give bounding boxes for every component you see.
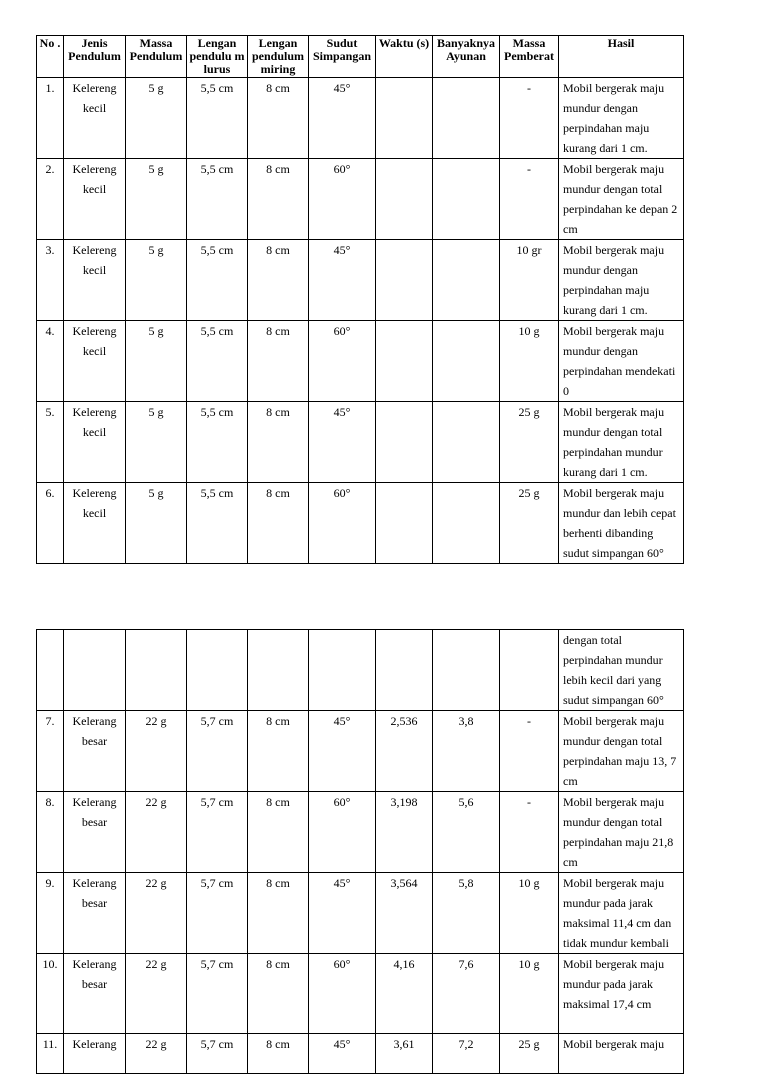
table-row (37, 240, 684, 321)
data-table-page-1 (36, 35, 684, 564)
cell-hasil: Mobil bergerak maju mundur dengan perpindahan maju kurang dari 1 cm. (559, 78, 684, 159)
cell-massa (126, 630, 187, 711)
cell-miring: 8 cm (248, 402, 309, 483)
cell-hasil: Mobil bergerak maju mundur dengan perpindahan mendekati 0 (559, 321, 684, 402)
cell-massa: 22 g (126, 792, 187, 873)
cell-miring: 8 cm (248, 873, 309, 954)
cell-no: 3. (37, 240, 64, 321)
cell-hasil: Mobil bergerak maju mundur dengan total perpindahan mundur kurang dari 1 cm. (559, 402, 684, 483)
cell-miring: 8 cm (248, 792, 309, 873)
cell-hasil-continuation: dengan total perpindahan mundur lebih kecil dari yang sudut simpangan 60° (559, 630, 684, 711)
cell-miring: 8 cm (248, 240, 309, 321)
cell-lurus: 5,7 cm (187, 792, 248, 873)
cell-sudut: 45° (309, 711, 376, 792)
cell-waktu: 4,16 (376, 954, 433, 1034)
cell-waktu (376, 159, 433, 240)
cell-no (37, 630, 64, 711)
cell-waktu (376, 321, 433, 402)
cell-miring: 8 cm (248, 321, 309, 402)
cell-sudut: 45° (309, 402, 376, 483)
header-lengan-lurus: Lengan pendulu m lurus (187, 36, 248, 78)
cell-jenis: Kelereng kecil (64, 159, 126, 240)
cell-miring: 8 cm (248, 1034, 309, 1074)
header-hasil: Hasil (559, 36, 684, 78)
cell-lurus: 5,5 cm (187, 321, 248, 402)
cell-no: 7. (37, 711, 64, 792)
cell-hasil: Mobil bergerak maju mundur pada jarak maksimal 11,4 cm dan tidak mundur kembali (559, 873, 684, 954)
table-row (37, 78, 684, 159)
cell-lurus: 5,7 cm (187, 954, 248, 1034)
cell-miring: 8 cm (248, 159, 309, 240)
cell-miring: 8 cm (248, 954, 309, 1034)
cell-sudut: 60° (309, 321, 376, 402)
cell-no: 1. (37, 78, 64, 159)
cell-hasil: Mobil bergerak maju mundur dengan perpindahan maju kurang dari 1 cm. (559, 240, 684, 321)
cell-sudut: 60° (309, 159, 376, 240)
cell-sudut: 60° (309, 954, 376, 1034)
cell-jenis: Kelerang besar (64, 711, 126, 792)
header-jenis-pendulum: Jenis Pendulum (64, 36, 126, 78)
cell-waktu (376, 402, 433, 483)
header-massa-pendulum: Massa Pendulum (126, 36, 187, 78)
cell-sudut: 45° (309, 873, 376, 954)
cell-ayunan: 5,8 (433, 873, 500, 954)
cell-jenis: Kelerang besar (64, 873, 126, 954)
cell-hasil: Mobil bergerak maju mundur dan lebih cepat berhenti dibanding sudut simpangan 60° (559, 483, 684, 564)
header-massa-pemberat: Massa Pemberat (500, 36, 559, 78)
cell-jenis: Kelereng kecil (64, 78, 126, 159)
cell-massa: 22 g (126, 711, 187, 792)
cell-pemberat: - (500, 78, 559, 159)
table-row (37, 321, 684, 402)
cell-no: 2. (37, 159, 64, 240)
cell-massa: 22 g (126, 1034, 187, 1074)
cell-massa: 5 g (126, 321, 187, 402)
cell-waktu: 2,536 (376, 711, 433, 792)
cell-lurus: 5,5 cm (187, 402, 248, 483)
cell-ayunan (433, 321, 500, 402)
cell-no: 9. (37, 873, 64, 954)
cell-lurus: 5,7 cm (187, 711, 248, 792)
cell-no: 10. (37, 954, 64, 1034)
cell-pemberat: - (500, 792, 559, 873)
cell-sudut: 60° (309, 483, 376, 564)
cell-pemberat: 10 gr (500, 240, 559, 321)
cell-pemberat: 10 g (500, 873, 559, 954)
cell-miring: 8 cm (248, 78, 309, 159)
header-lengan-miring: Lengan pendulum miring (248, 36, 309, 78)
cell-massa: 22 g (126, 873, 187, 954)
cell-massa: 5 g (126, 159, 187, 240)
cell-hasil: Mobil bergerak maju mundur dengan total perpindahan maju 21,8 cm (559, 792, 684, 873)
table-row (37, 159, 684, 240)
cell-pemberat: 10 g (500, 954, 559, 1034)
cell-sudut (309, 630, 376, 711)
cell-miring: 8 cm (248, 483, 309, 564)
header-sudut-simpangan: Sudut Simpangan (309, 36, 376, 78)
cell-ayunan (433, 159, 500, 240)
cell-pemberat: 25 g (500, 483, 559, 564)
header-waktu: Waktu (s) (376, 36, 433, 78)
cell-pemberat: - (500, 159, 559, 240)
cell-ayunan: 5,6 (433, 792, 500, 873)
cell-jenis: Kelereng kecil (64, 483, 126, 564)
cell-ayunan (433, 78, 500, 159)
cell-waktu (376, 483, 433, 564)
cell-ayunan (433, 402, 500, 483)
cell-jenis: Kelerang (64, 1034, 126, 1074)
cell-hasil: Mobil bergerak maju mundur dengan total perpindahan ke depan 2 cm (559, 159, 684, 240)
cell-sudut: 45° (309, 78, 376, 159)
table-row (37, 711, 684, 792)
cell-hasil: Mobil bergerak maju (559, 1034, 684, 1074)
cell-ayunan: 7,6 (433, 954, 500, 1034)
cell-lurus: 5,5 cm (187, 159, 248, 240)
table-row (37, 792, 684, 873)
cell-sudut: 45° (309, 1034, 376, 1074)
cell-lurus: 5,5 cm (187, 240, 248, 321)
cell-miring: 8 cm (248, 711, 309, 792)
cell-no: 11. (37, 1034, 64, 1074)
cell-waktu: 3,198 (376, 792, 433, 873)
cell-lurus (187, 630, 248, 711)
cell-hasil: Mobil bergerak maju mundur dengan total perpindahan maju 13, 7 cm (559, 711, 684, 792)
cell-jenis: Kelereng kecil (64, 321, 126, 402)
cell-ayunan (433, 240, 500, 321)
cell-waktu (376, 240, 433, 321)
cell-waktu (376, 78, 433, 159)
table-header-row (37, 36, 684, 78)
cell-waktu (376, 630, 433, 711)
cell-pemberat: 10 g (500, 321, 559, 402)
cell-lurus: 5,7 cm (187, 1034, 248, 1074)
cell-sudut: 45° (309, 240, 376, 321)
cell-no: 4. (37, 321, 64, 402)
cell-jenis: Kelerang besar (64, 954, 126, 1034)
header-no: No . (37, 36, 64, 78)
cell-hasil: Mobil bergerak maju mundur pada jarak maksimal 17,4 cm (559, 954, 684, 1034)
cell-lurus: 5,5 cm (187, 78, 248, 159)
cell-ayunan (433, 483, 500, 564)
cell-miring (248, 630, 309, 711)
cell-massa: 5 g (126, 78, 187, 159)
cell-massa: 5 g (126, 240, 187, 321)
cell-no: 8. (37, 792, 64, 873)
cell-sudut: 60° (309, 792, 376, 873)
cell-ayunan: 7,2 (433, 1034, 500, 1074)
cell-jenis: Kelerang besar (64, 792, 126, 873)
table-row (37, 954, 684, 1034)
cell-ayunan (433, 630, 500, 711)
cell-waktu: 3,61 (376, 1034, 433, 1074)
continuation-row (37, 630, 684, 711)
cell-massa: 22 g (126, 954, 187, 1034)
data-table-page-2 (36, 629, 684, 1074)
cell-pemberat: 25 g (500, 1034, 559, 1074)
cell-no: 5. (37, 402, 64, 483)
table-row (37, 402, 684, 483)
table-row (37, 1034, 684, 1074)
cell-lurus: 5,7 cm (187, 873, 248, 954)
table-row (37, 873, 684, 954)
cell-jenis: Kelereng kecil (64, 402, 126, 483)
cell-pemberat: - (500, 711, 559, 792)
cell-pemberat (500, 630, 559, 711)
cell-no: 6. (37, 483, 64, 564)
header-banyaknya-ayunan: Banyaknya Ayunan (433, 36, 500, 78)
cell-ayunan: 3,8 (433, 711, 500, 792)
cell-massa: 5 g (126, 402, 187, 483)
cell-jenis: Kelereng kecil (64, 240, 126, 321)
cell-waktu: 3,564 (376, 873, 433, 954)
table-row (37, 483, 684, 564)
cell-pemberat: 25 g (500, 402, 559, 483)
cell-lurus: 5,5 cm (187, 483, 248, 564)
cell-jenis (64, 630, 126, 711)
cell-massa: 5 g (126, 483, 187, 564)
